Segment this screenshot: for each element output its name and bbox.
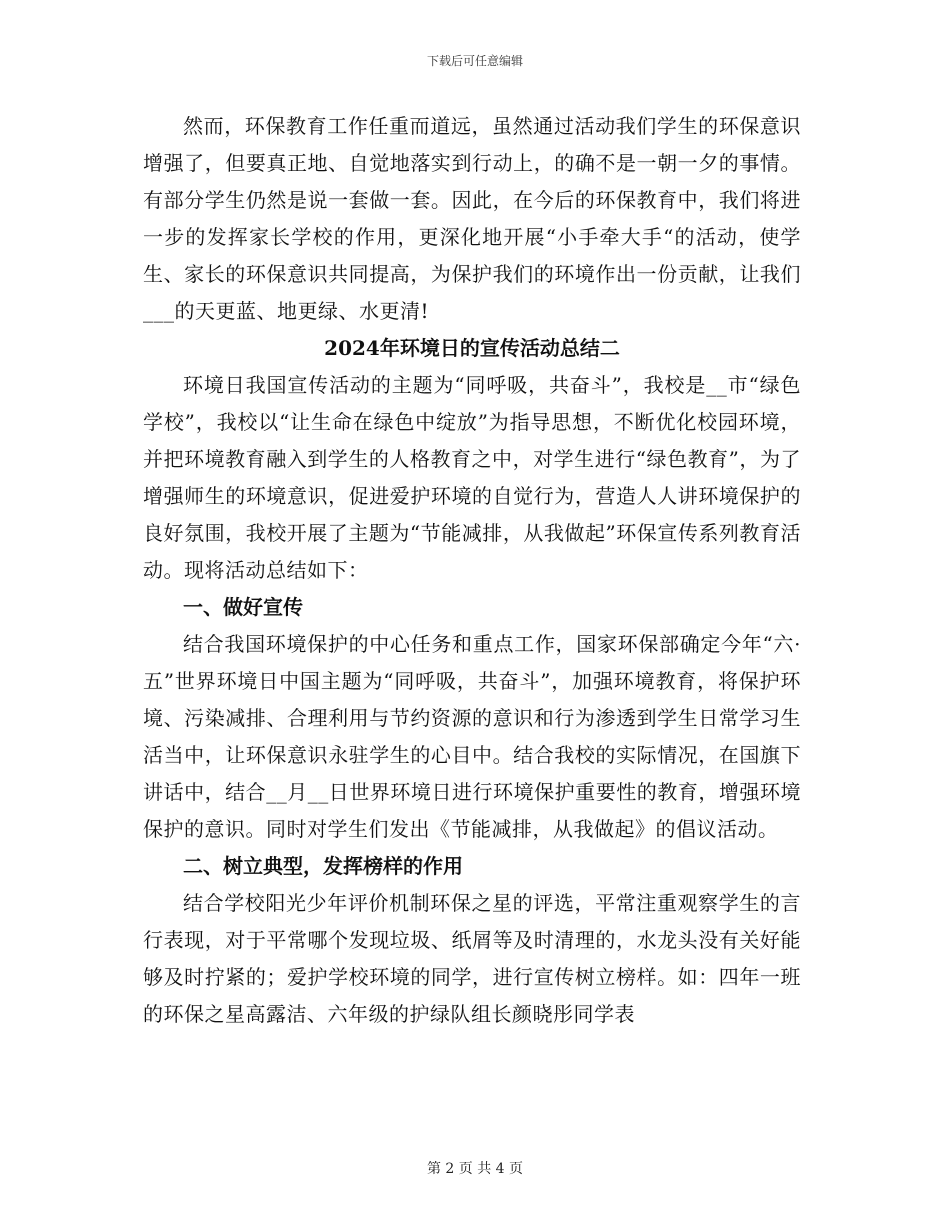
- paragraph-publicity: 结合我国环境保护的中心任务和重点工作，国家环保部确定今年“六·五”世界环境日中国主题为“同呼吸，共奋斗”，加强环境教育，将保护环境、污染减排、合理利用与节约资源的意识和行为渗透到学生日常学习生活当中，让环保意识永驻学生的心目中。结合我校的实际情况，在国旗下讲话中，结合__月__日世界环境日进行环境保护重要性的教育，增强环境保护的意识。同时对学生们发出《节能减排，从我做起》的倡议活动。: [143, 632, 801, 841]
- paragraph-intro: 然而，环保教育工作任重而道远，虽然通过活动我们学生的环保意识增强了，但要真正地、自觉地落实到行动上，的确不是一朝一夕的事情。有部分学生仍然是说一套做一套。因此，在今后的环保教育中，我们将进一步的发挥家长学校的作用，更深化地开展“小手牵大手“的活动，使学生、家长的环保意识共同提高，为保护我们的环境作出一份贡献，让我们___的天更蓝、地更绿、水更清!: [143, 114, 801, 323]
- paragraph-role-models: 结合学校阳光少年评价机制环保之星的评选，平常注重观察学生的言行表现，对于平常哪个发现垃圾、纸屑等及时清理的，水龙头没有关好能够及时拧紧的；爱护学校环境的同学，进行宣传树立榜样。如：四年一班的环保之星高露洁、六年级的护绿队组长颜晓彤同学表: [143, 891, 801, 1026]
- page-header: 下载后可任意编辑: [426, 54, 523, 68]
- section-title: 2024年环境日的宣传活动总结二: [324, 336, 620, 360]
- document-body: [143, 108, 801, 1033]
- heading-role-models: 二、树立典型，发挥榜样的作用: [183, 854, 463, 878]
- heading-publicity: 一、做好宣传: [183, 595, 303, 619]
- paragraph-theme: 环境日我国宣传活动的主题为“同呼吸，共奋斗”，我校是__市“绿色学校”，我校以“让生命在绿色中绽放”为指导思想，不断优化校园环境，并把环境教育融入到学生的人格教育之中，对学生进行“绿色教育”，为了增强师生的环境意识，促进爱护环境的自觉行为，营造人人讲环境保护的良好氛围，我校开展了主题为“节能减排，从我做起”环保宣传系列教育活动。现将活动总结如下：: [143, 373, 801, 582]
- page-footer: 第 2 页 共 4 页: [426, 1161, 524, 1177]
